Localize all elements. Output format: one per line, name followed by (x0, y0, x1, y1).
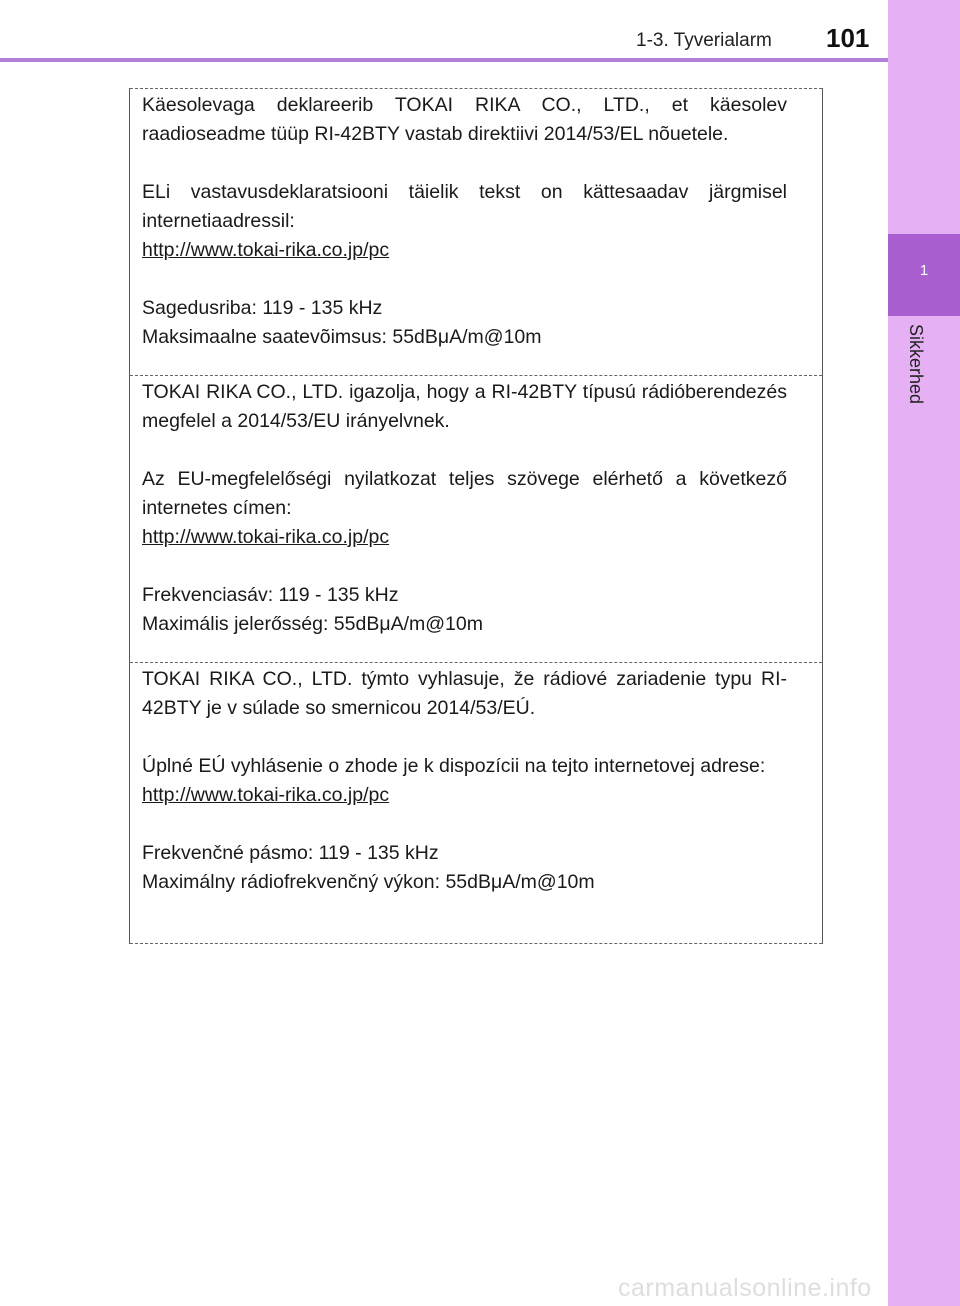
chapter-number: 1 (919, 262, 929, 279)
divider-middle-1 (130, 375, 822, 376)
divider-bottom (130, 943, 822, 944)
declaration-section-estonian (142, 91, 787, 352)
url-link[interactable]: http://www.tokai-rika.co.jp/pc (142, 784, 390, 806)
frequency-text: Frekvenčné pásmo: 119 - 135 kHz (142, 842, 439, 864)
frequency-text: Sagedusriba: 119 - 135 kHz (142, 297, 383, 319)
url-link[interactable]: http://www.tokai-rika.co.jp/pc (142, 239, 390, 261)
declaration-section-slovak (142, 665, 787, 897)
chapter-tab[interactable] (888, 234, 960, 316)
declaration-text: Käesolevaga deklareerib TOKAI RIKA CO., LTD., et käesolev raadioseadme tüüp RI-42BTY vastab direktiivi 2014/53/EL nõuetele. (142, 94, 787, 145)
url-link[interactable]: http://www.tokai-rika.co.jp/pc (142, 526, 390, 548)
info-text: ELi vastavusdeklaratsiooni täielik tekst on kättesaadav järgmisel internetiaadressil: (142, 181, 787, 232)
section-title: 1-3. Tyverialarm (636, 30, 772, 51)
power-text: Maksimaalne saatevõimsus: 55dBμA/m@10m (142, 326, 542, 348)
divider-middle-2 (130, 662, 822, 663)
side-tab (888, 0, 960, 1306)
divider-top (130, 88, 822, 89)
info-text: Úplné EÚ vyhlásenie o zhode je k dispozícii na tejto internetovej adrese: (142, 755, 766, 777)
declaration-section-hungarian (142, 378, 787, 639)
frequency-text: Frekvenciasáv: 119 - 135 kHz (142, 584, 399, 606)
declaration-text: TOKAI RIKA CO., LTD. igazolja, hogy a RI-42BTY típusú rádióberendezés megfelel a 2014/53/EU irányelvnek. (142, 381, 787, 432)
power-text: Maximálny rádiofrekvenčný výkon: 55dBμA/m@10m (142, 871, 595, 893)
watermark: carmanualsonline.info (618, 1274, 872, 1302)
header-rule (0, 58, 888, 62)
chapter-label: Sikkerhed (906, 324, 926, 405)
info-text: Az EU-megfelelőségi nyilatkozat teljes szövege elérhető a következő internetes címen: (142, 468, 787, 519)
declaration-text: TOKAI RIKA CO., LTD. týmto vyhlasuje, že rádiové zariadenie typu RI-42BTY je v súlade so smernicou 2014/53/EÚ. (142, 668, 787, 719)
declaration-box (129, 88, 823, 944)
power-text: Maximális jelerősség: 55dBμA/m@10m (142, 613, 483, 635)
page-number: 101 (826, 23, 870, 53)
